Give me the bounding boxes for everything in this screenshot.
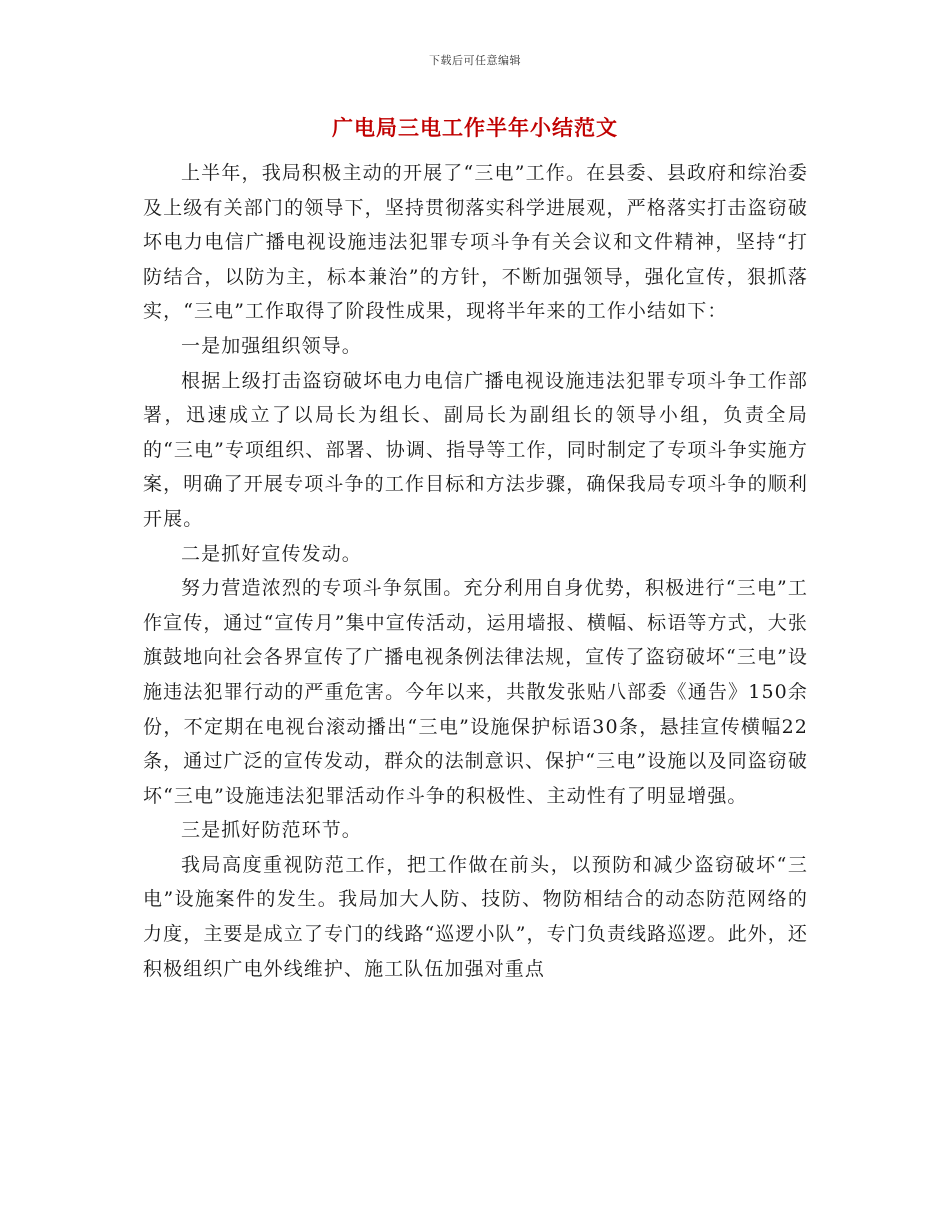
document-title: 广电局三电工作半年小结范文 [332, 115, 618, 140]
document-body [143, 156, 808, 986]
paragraph-intro: 上半年，我局积极主动的开展了“三电”工作。在县委、县政府和综治委及上级有关部门的领导下，坚持贯彻落实科学进展观，严格落实打击盗窃破坏电力电信广播电视设施违法犯罪专项斗争有关会议和文件精神，坚持“打防结合，以防为主，标本兼治”的方针，不断加强领导，强化宣传，狠抓落实，“三电”工作取得了阶段性成果，现将半年来的工作小结如下： [143, 162, 808, 323]
paragraph-section-1: 根据上级打击盗窃破坏电力电信广播电视设施违法犯罪专项斗争工作部署，迅速成立了以局长为组长、副局长为副组长的领导小组，负责全局的“三电”专项组织、部署、协调、指导等工作，同时制定了专项斗争实施方案，明确了开展专项斗争的工作目标和方法步骤，确保我局专项斗争的顺利开展。 [143, 369, 808, 530]
paragraph-section-3: 我局高度重视防范工作，把工作做在前头，以预防和减少盗窃破坏“三电”设施案件的发生。我局加大人防、技防、物防相结合的动态防范网络的力度，主要是成立了专门的线路“巡逻小队”，专门负责线路巡逻。此外，还积极组织广电外线维护、施工队伍加强对重点 [143, 853, 808, 980]
section-heading-1: 一是加强组织领导。 [181, 334, 362, 357]
header-note: 下载后可任意编辑 [429, 54, 521, 67]
section-heading-2: 二是抓好宣传发动。 [181, 542, 362, 565]
paragraph-section-2: 努力营造浓烈的专项斗争氛围。充分利用自身优势，积极进行“三电”工作宣传，通过“宣传月”集中宣传活动，运用墙报、横幅、标语等方式，大张旗鼓地向社会各界宣传了广播电视条例法律法规，宣传了盗窃破坏“三电”设施违法犯罪行动的严重危害。今年以来，共散发张贴八部委《通告》150余份，不定期在电视台滚动播出“三电”设施保护标语30条，悬挂宣传横幅22条，通过广泛的宣传发动，群众的法制意识、保护“三电”设施以及同盗窃破坏“三电”设施违法犯罪活动作斗争的积极性、主动性有了明显增强。 [143, 577, 808, 807]
section-heading-3: 三是抓好防范环节。 [181, 819, 362, 842]
